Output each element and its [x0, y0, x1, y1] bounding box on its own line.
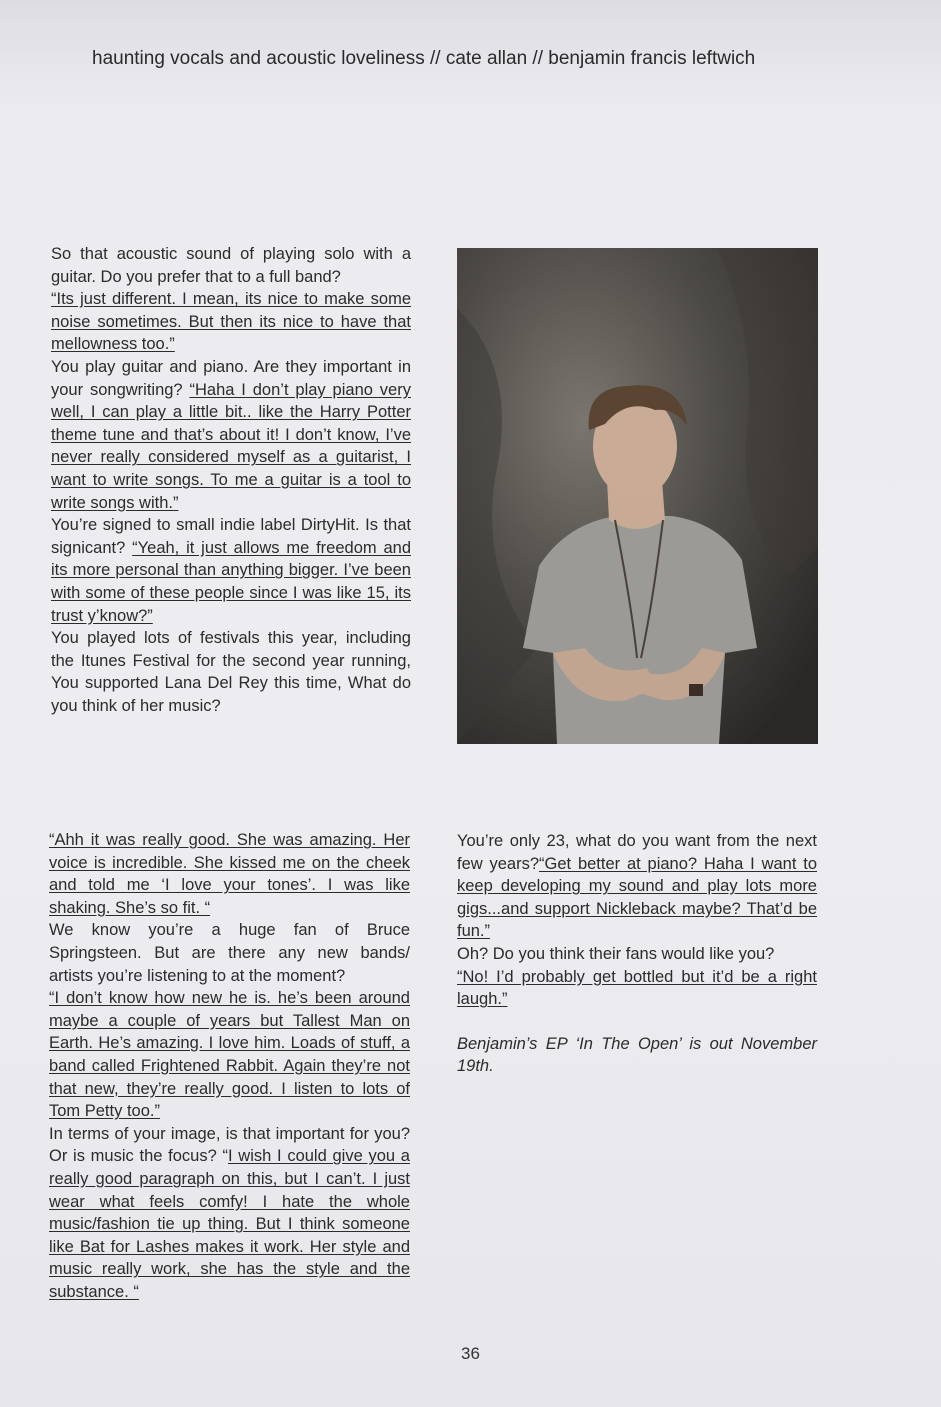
page-header: haunting vocals and acoustic loveliness // cate allan // benjamin francis leftwich — [92, 48, 756, 69]
interview-column-1 — [51, 243, 411, 717]
question-text: In terms of your image, is that important for you? Or is music the focus? “ — [49, 1124, 410, 1166]
question-text: You play guitar and piano. Are they important in your songwriting? — [51, 357, 411, 399]
question-answer — [457, 830, 817, 943]
question — [49, 919, 410, 987]
question-text: You played lots of festivals this year, including the Itunes Festival for the second year running, You supported Lana Del Rey this time, What do you think of her music? — [51, 629, 411, 715]
question — [51, 627, 411, 717]
answer — [457, 966, 817, 1011]
question — [457, 943, 817, 966]
show-through-title — [150, 110, 710, 170]
question — [51, 243, 411, 288]
interview-column-2 — [49, 829, 410, 1303]
answer-text: “Haha I don’t play piano very well, I can play a little bit.. like the Harry Potter theme tune and that’s about it! I don’t know, I’ve never really considered myself as a guitarist, I want to write songs. To me a guitar is a tool to write songs with.” — [51, 380, 411, 512]
answer-text: I wish I could give you a really good paragraph on this, but I can’t. I just wear what feels comfy! I hate the whole music/fashion tie up thing. But I think someone like Bat for Lashes makes it work. Her style and music really work, she has the style and the substance. “ — [49, 1147, 410, 1301]
question-answer — [49, 1123, 410, 1304]
portrait-photo — [457, 248, 818, 744]
interview-column-3 — [457, 830, 817, 1078]
question-text: Oh? Do you think their fans would like you? — [457, 944, 775, 963]
question-answer — [51, 514, 411, 627]
ep-release-credit: Benjamin’s EP ‘In The Open’ is out November 19th. — [457, 1034, 817, 1076]
question-answer — [51, 356, 411, 514]
answer — [51, 288, 411, 356]
answer-text: “Ahh it was really good. She was amazing. Her voice is incredible. She kissed me on the cheek and told me ‘I love your tones’. I was like shaking. She’s so fit. “ — [49, 831, 410, 917]
question-text: You’re only 23, what do you want from the next few years? — [457, 832, 817, 873]
answer-text: “No! I’d probably get bottled but it’d be a right laugh.” — [457, 967, 817, 1009]
page-number: 36 — [461, 1344, 480, 1363]
answer-text: “Yeah, it just allows me freedom and its more personal than anything bigger. I’ve been with some of these people since I was like 15, its trust y’know?” — [51, 538, 411, 625]
answer-text: “I don’t know how new he is. he’s been around maybe a couple of years but Tallest Man on Earth. He’s amazing. I love him. Loads of stuff, a band called Frightened Rabbit. Again they’re not that new, they’re really good. I listen to lots of Tom Petty too.” — [49, 989, 410, 1121]
answer-text: “Get better at piano? Haha I want to keep developing my sound and play lots more gigs...and support Nickleback maybe? That’d be fun.” — [457, 854, 817, 941]
question-text: We know you’re a huge fan of Bruce Springsteen. But are there any new bands/ artists you’re listening to at the moment? — [49, 921, 410, 985]
answer-text: “Its just different. I mean, its nice to make some noise sometimes. But then its nice to have that mellowness too.” — [51, 290, 411, 354]
answer — [49, 829, 410, 919]
answer — [49, 987, 410, 1123]
question-text: So that acoustic sound of playing solo with a guitar. Do you prefer that to a full band? — [51, 245, 411, 286]
portrait-illustration — [457, 248, 818, 744]
question-text: You’re signed to small indie label DirtyHit. Is that signicant? — [51, 516, 411, 557]
